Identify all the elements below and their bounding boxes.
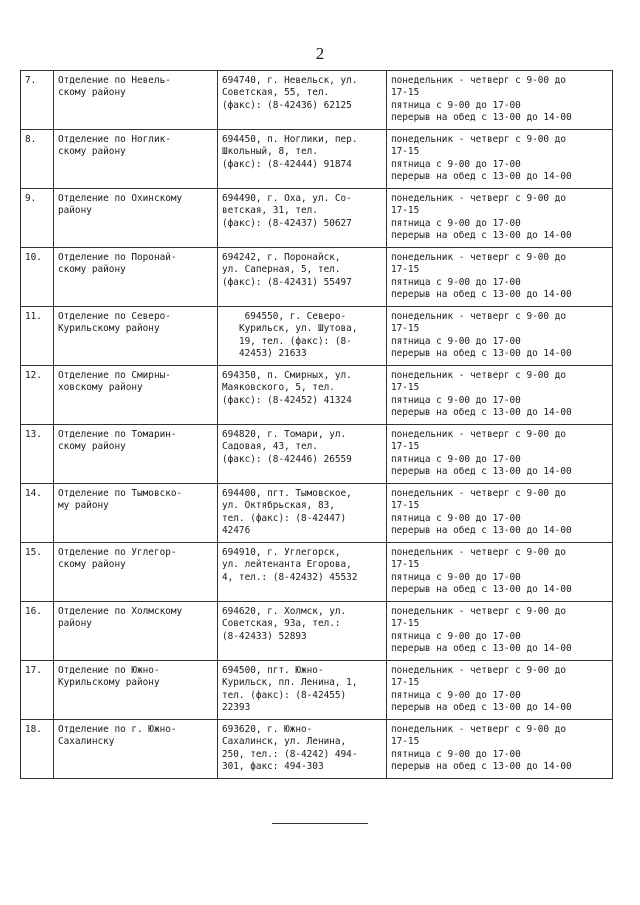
- table-row: [21, 661, 613, 720]
- office-address: 694550, г. Северо- Курильск, ул. Шутова, 19, тел. (факс): (8- 42453) 21633: [218, 307, 387, 366]
- office-address: 694500, пгт. Южно- Курильск, пл. Ленина, 1, тел. (факс): (8-42455) 22393: [218, 661, 387, 720]
- office-address: 694620, г. Холмск, ул. Советская, 93а, тел.: (8-42433) 52893: [218, 602, 387, 661]
- table-row: [21, 425, 613, 484]
- office-address: 694242, г. Поронайск, ул. Саперная, 5, тел. (факс): (8-42431) 55497: [218, 248, 387, 307]
- office-name: Отделение по Холмскому району: [54, 602, 218, 661]
- bottom-divider: [272, 823, 368, 824]
- office-hours: понедельник - четверг с 9-00 до 17-15 пятница с 9-00 до 17-00 перерыв на обед с 13-00 до 14-00: [387, 661, 613, 720]
- office-hours: понедельник - четверг с 9-00 до 17-15 пятница с 9-00 до 17-00 перерыв на обед с 13-00 до 14-00: [387, 307, 613, 366]
- office-hours: понедельник - четверг с 9-00 до 17-15 пятница с 9-00 до 17-00 перерыв на обед с 13-00 до 14-00: [387, 248, 613, 307]
- office-hours: понедельник - четверг с 9-00 до 17-15 пятница с 9-00 до 17-00 перерыв на обед с 13-00 до 14-00: [387, 720, 613, 779]
- row-number: 7.: [21, 71, 54, 130]
- office-hours: понедельник - четверг с 9-00 до 17-15 пятница с 9-00 до 17-00 перерыв на обед с 13-00 до 14-00: [387, 189, 613, 248]
- office-name: Отделение по Северо- Курильскому району: [54, 307, 218, 366]
- office-address: 694740, г. Невельск, ул. Советская, 55, тел. (факс): (8-42436) 62125: [218, 71, 387, 130]
- office-name: Отделение по Смирны- ховскому району: [54, 366, 218, 425]
- office-address: 694350, п. Смирных, ул. Маяковского, 5, тел. (факс): (8-42452) 41324: [218, 366, 387, 425]
- office-name: Отделение по Невель- скому району: [54, 71, 218, 130]
- row-number: 11.: [21, 307, 54, 366]
- row-number: 15.: [21, 543, 54, 602]
- table-row: [21, 602, 613, 661]
- row-number: 13.: [21, 425, 54, 484]
- office-hours: понедельник - четверг с 9-00 до 17-15 пятница с 9-00 до 17-00 перерыв на обед с 13-00 до 14-00: [387, 130, 613, 189]
- office-name: Отделение по г. Южно- Сахалинску: [54, 720, 218, 779]
- office-address: 693620, г. Южно- Сахалинск, ул. Ленина, 250, тел.: (8-4242) 494- 301, факс: 494-303: [218, 720, 387, 779]
- office-address: 694820, г. Томари, ул. Садовая, 43, тел. (факс): (8-42446) 26559: [218, 425, 387, 484]
- office-hours: понедельник - четверг с 9-00 до 17-15 пятница с 9-00 до 17-00 перерыв на обед с 13-00 до 14-00: [387, 366, 613, 425]
- row-number: 18.: [21, 720, 54, 779]
- row-number: 10.: [21, 248, 54, 307]
- table-row: [21, 71, 613, 130]
- row-number: 17.: [21, 661, 54, 720]
- office-name: Отделение по Южно- Курильскому району: [54, 661, 218, 720]
- office-name: Отделение по Тымовско- му району: [54, 484, 218, 543]
- row-number: 14.: [21, 484, 54, 543]
- office-name: Отделение по Томарин- скому району: [54, 425, 218, 484]
- offices-table: [20, 70, 613, 779]
- office-name: Отделение по Охинскому району: [54, 189, 218, 248]
- table-row: [21, 484, 613, 543]
- office-name: Отделение по Углегор- скому району: [54, 543, 218, 602]
- office-hours: понедельник - четверг с 9-00 до 17-15 пятница с 9-00 до 17-00 перерыв на обед с 13-00 до 14-00: [387, 425, 613, 484]
- table-row: [21, 248, 613, 307]
- table-row: [21, 307, 613, 366]
- office-address: 694910, г. Углегорск, ул. лейтенанта Егорова, 4, тел.: (8-42432) 45532: [218, 543, 387, 602]
- table-row: [21, 720, 613, 779]
- office-hours: понедельник - четверг с 9-00 до 17-15 пятница с 9-00 до 17-00 перерыв на обед с 13-00 до 14-00: [387, 484, 613, 543]
- office-hours: понедельник - четверг с 9-00 до 17-15 пятница с 9-00 до 17-00 перерыв на обед с 13-00 до 14-00: [387, 602, 613, 661]
- page-number: 2: [315, 44, 325, 63]
- office-address: 694450, п. Ноглики, пер. Школьный, 8, тел. (факс): (8-42444) 91874: [218, 130, 387, 189]
- row-number: 9.: [21, 189, 54, 248]
- office-name: Отделение по Поронай- скому району: [54, 248, 218, 307]
- table-row: [21, 130, 613, 189]
- office-hours: понедельник - четверг с 9-00 до 17-15 пятница с 9-00 до 17-00 перерыв на обед с 13-00 до 14-00: [387, 543, 613, 602]
- row-number: 16.: [21, 602, 54, 661]
- office-address: 694490, г. Оха, ул. Со- ветская, 31, тел. (факс): (8-42437) 50627: [218, 189, 387, 248]
- table-row: [21, 366, 613, 425]
- table-row: [21, 189, 613, 248]
- row-number: 12.: [21, 366, 54, 425]
- office-hours: понедельник - четверг с 9-00 до 17-15 пятница с 9-00 до 17-00 перерыв на обед с 13-00 до 14-00: [387, 71, 613, 130]
- office-name: Отделение по Ноглик- скому району: [54, 130, 218, 189]
- office-address: 694400, пгт. Тымовское, ул. Октябрьская, 83, тел. (факс): (8-42447) 42476: [218, 484, 387, 543]
- row-number: 8.: [21, 130, 54, 189]
- table-row: [21, 543, 613, 602]
